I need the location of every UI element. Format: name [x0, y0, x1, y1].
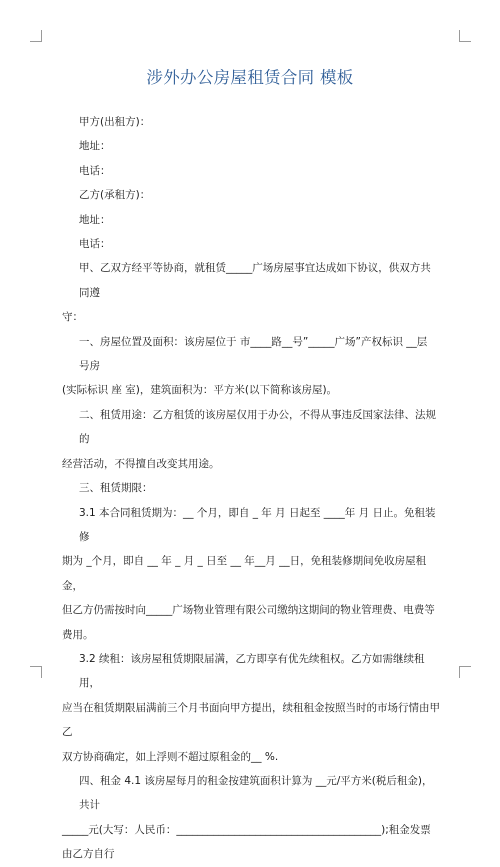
section-3-heading: 三、租赁期限：: [79, 482, 153, 495]
section-1-line-1: 一、房屋位置及面积：该房屋位于 市____路__号”_____广场”产权标识 __层 号房: [79, 335, 428, 373]
party-a-phone-label: 电话：: [79, 164, 111, 177]
crop-mark-bottom-left: [30, 666, 42, 678]
section-2-line-1: 二、租赁用途：乙方租赁的该房屋仅用于办公，不得从事违反国家法律、法规的: [79, 408, 436, 446]
party-a-label: 甲方(出租方)：: [79, 116, 151, 128]
section-4-line-1: 四、租金 4.1 该房屋每月的租金按建筑面积计算为 __元/平方米(税后租金)，共计: [79, 774, 433, 812]
party-b-address-label: 地址：: [79, 213, 111, 226]
section-3-1-line-3: 但乙方仍需按时向_____广场物业管理有限公司缴纳这期间的物业管理费、电费等费用。: [62, 604, 435, 641]
section-3-1-line-1: 3.1 本合同租赁期为：__ 个月，即自 _ 年 月 日起至 ____年 月 日止。免租装修: [79, 506, 436, 543]
party-b-phone-label: 电话：: [79, 238, 111, 251]
crop-mark-top-right: [459, 30, 471, 42]
crop-mark-top-left: [30, 30, 42, 42]
party-b-label: 乙方(承租方)：: [79, 189, 151, 202]
section-1-line-2: (实际标识 座 室)，建筑面积为：平方米(以下简称该房屋)。: [62, 384, 338, 397]
crop-mark-bottom-right: [459, 666, 471, 678]
document-title: 涉外办公房屋租赁合同 模板: [146, 68, 354, 87]
intro-line-2: 守：: [62, 311, 83, 324]
section-4-line-2: _____元(大写：人民币：_______________________________________);租金发票由乙方自行: [62, 823, 431, 861]
intro-line-1: 甲、乙双方经平等协商，就租赁_____广场房屋事宜达成如下协议，供双方共同遵: [79, 262, 431, 299]
section-3-2-line-1: 3.2 续租：该房屋租赁期限届满，乙方即享有优先续租权。乙方如需继续租用，: [79, 652, 425, 690]
section-3-2-line-3: 双方协商确定，如上浮则不超过原租金的__ %.: [62, 750, 279, 763]
party-a-address-label: 地址：: [79, 140, 111, 153]
document-body: [62, 110, 440, 867]
section-3-1-line-2: 期为 _个月，即自 __ 年 _ 月 _ 日至 __ 年__月 __日，免租装修期间免收房屋租金，: [62, 555, 427, 592]
section-2-line-2: 经营活动，不得擅自改变其用途。: [62, 457, 220, 470]
section-3-2-line-2: 应当在租赁期限届满前三个月书面向甲方提出，续租租金按照当时的市场行情由甲乙: [62, 701, 440, 739]
